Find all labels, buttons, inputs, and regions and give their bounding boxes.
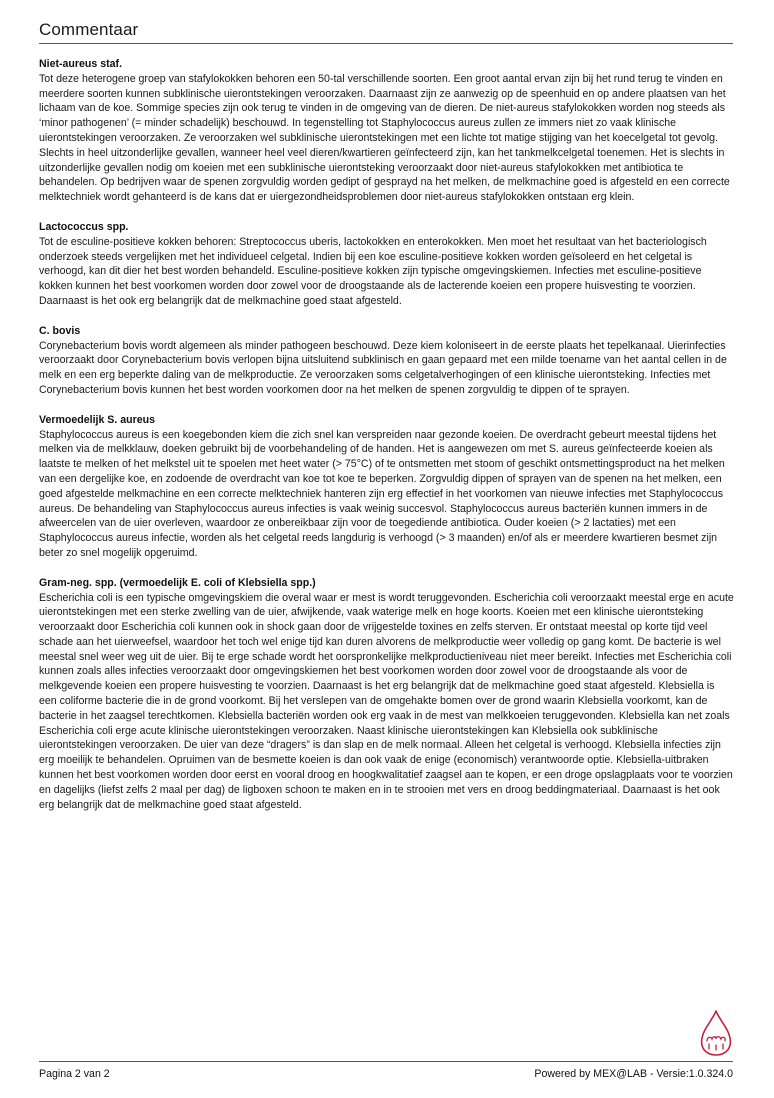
header-divider — [39, 43, 733, 44]
section-title: Lactococcus spp. — [39, 220, 129, 233]
section-niet-aureus — [39, 57, 735, 205]
section-title: C. bovis — [39, 324, 81, 337]
section-lactococcus — [39, 220, 735, 309]
section-gram-neg — [39, 576, 735, 813]
powered-by-version: Powered by MEX@LAB - Versie:1.0.324.0 — [534, 1068, 733, 1080]
page-title: Commentaar — [39, 20, 139, 39]
footer-divider — [39, 1061, 733, 1062]
section-title: Niet-aureus staf. — [39, 58, 123, 70]
section-title: Gram-neg. spp. (vermoedelijk E. coli of Klebsiella spp.) — [39, 576, 316, 589]
section-body: Tot de esculine-positieve kokken behoren: Streptococcus uberis, lactokokken en enterokokken. Men moet het resultaat van het bacteriologisch onderzoek steeds vergelijken met het individueel celgetal. Indien bij een koe esculine-positieve kokken worden geïsoleerd en het celgetal is verhoogd, kan dit dier het best worden behandeld. Esculine-positieve kokken zijn typische omgevingskiemen. Infecties met esculine-positieve kokken kunnen het best voorkomen worden door zowel voor de droogstaande als de lacterende koeien een propere huisvesting te voorzien. Daarnaast is het ook erg belangrijk dat de melkmachine goed staat afgesteld. — [39, 235, 707, 307]
section-c-bovis — [39, 324, 735, 398]
section-body: Corynebacterium bovis wordt algemeen als minder pathogeen beschouwd. Deze kiem koloniseert in de eerste plaats het tepelkanaal. Uierinfecties veroorzaakt door Corynebacterium bovis verlopen bijna uitsluitend subklinisch en gaan gepaard met een milde toename van het aantal cellen in de melk en een erg beperkte daling van de melkproductie. Ze veroorzaken soms celgetalverhogingen of een klinische uierontsteking. Infecties met Corynebacterium bovis kunnen het best worden voorkomen door na het melken de spenen zorgvuldig te dippen of te sprayen. — [39, 339, 727, 396]
section-body: Escherichia coli is een typische omgevingskiem die overal waar er mest is wordt teruggevonden. Escherichia coli veroorzaakt meestal erge en acute uierontstekingen met een sterke zwelling van de uier, afwijkende, vaak waterige melk en hoge koorts. Koeien met een klinische uierontsteking veroorzaakt door Escherichia coli kunnen ook in shock gaan door de vrijgestelde toxines en zelfs sterven. Er ontstaat meestal op korte tijd veel schade aan het uierweefsel, waardoor het toch wel enige tijd kan duren alvorens de melkproductie weer volledig op gang komt. De bacterie is wel meestal snel weer weg uit de uier. Bij te erge schade wordt het oorspronkelijke melkproductieniveau niet meer bereikt. Infecties met Escherichia coli kunnen zoals alles infecties veroorzaakt door omgevingskiemen het best voorkomen worden door zowel voor de droogstaande als voor de melkgevende koeien een propere huisvesting te voorzien. Daarnaast is het erg belangrijk dat de melkmachine goed staat afgesteld. Klebsiella is een coliforme bacterie die in de grond voorkomt. Bij het verslepen van de omgehakte bomen over de grond waarin Klebsiella voorkomt, kan de bacterie in het zaagsel terechtkomen. Klebsiella bacteriën worden ook erg vaak in de mest van melkkoeien teruggevonden. Klebsiella kan net zoals Escherichia coli erge acute klinische uierontstekingen veroorzaken. Naast klinische uierontstekingen kan Klebsiella ook subklinische uierontstekingen veroorzaken. De uier van deze “dragers” is dan slap en de melk normaal. Alleen het celgetal is verhoogd. Klebsiella infecties zijn erg moeilijk te behandelen. Opruimen van de besmette koeien is dan ook vaak de enige (economisch) verantwoorde optie. Klebsiella-uitbraken kunnen het best voorkomen worden door eerst en vooral droog en hoogkwalitatief zaagsel aan te kopen, er een droge opslagplaats voor te voorzien en dagelijks (liefst zelfs 2 maal per dag) de ligboxen schoon te maken en in te strooien met vers en droog beddingmateriaal. Daarnaast is het ook erg belangrijk dat de melkmachine goed staat afgesteld. — [39, 591, 734, 811]
commentary-content — [39, 57, 735, 827]
section-body: Staphylococcus aureus is een koegebonden kiem die zich snel kan verspreiden naar gezonde koeien. De overdracht gebeurt meestal tijdens het melken via de melkklauw, doeken gebruikt bij de voorbehandeling of de handen. Het is aangewezen om met S. aureus geïnfecteerde koeien als laatste te melken of het melkstel uit te spoelen met heet water (> 75°C) of te ontsmetten met stoom of geschikt ontsmettingsproduct na het melken van een dergelijke koe, en zodoende de overdracht van koe tot koe te beperken. Zorgvuldig dippen of sprayen van de spenen na het melken, een goed afgestelde melkmachine en een correcte melktechniek hanteren zijn erg effectief in het voorkomen van nieuwe infecties met Staphylococcus aureus. De behandeling van Staphylococcus aureus infecties is vaak weinig succesvol. Staphylococcus aureus bacteriën kunnen immers in de afweercelen van de uier overleven, waardoor ze onbereikbaar zijn voor de toegediende antibiotica. Ouder koeien (> 2 lactaties) met een Staphylococcus aureus infectie, worden als het celgetal reeds langdurig is verhoogd (> 3 maanden) en/of als er meerdere kwartieren besmet zijn beter zo snel mogelijk opgeruimd. — [39, 428, 725, 559]
section-body: Tot deze heterogene groep van stafylokokken behoren een 50-tal verschillende soorten. Een groot aantal ervan zijn bij het rund terug te vinden en meerdere soorten kunnen subklinische uierontstekingen veroorzaken. Daarnaast zijn ze aanwezig op de speenhuid en op andere plaatsen van het lichaam van de koe. Sommige species zijn ook terug te vinden in de omgeving van de dieren. De niet-aureus stafylokokken worden nog steeds als ‘minor pathogenen’ (= minder schadelijk) beschouwd. In tegenstelling tot Staphylococcus aureus zullen ze immers niet zo vaak klinische uierontstekingen veroorzaken. Ze veroorzaken wel subklinische uierontstekingen met een lichte tot matige stijging van het koecelgetal tot gevolg. Slechts in heel uitzonderlijke gevallen, wanneer heel veel dieren/kwartieren geïnfecteerd zijn, kan het tankmelkcelgetal toenemen. Het is slechts in uitzonderlijke gevallen nodig om koeien met een subklinische uierontsteking veroorzaakt door niet-aureus stafylokokken met antibiotica te behandelen. Op bedrijven waar de spenen zorgvuldig worden gedipt of gesprayd na het melken, de melkmachine goed is afgesteld en een correcte melktechniek wordt gehanteerd is de kans dat er uiergezondheidsproblemen door niet-aureus stafylokokken ontstaan erg klein. — [39, 72, 730, 204]
section-title: Vermoedelijk S. aureus — [39, 413, 155, 426]
page-number: Pagina 2 van 2 — [39, 1068, 110, 1080]
section-s-aureus — [39, 413, 735, 561]
milk-drop-udder-logo-icon — [696, 1008, 736, 1060]
